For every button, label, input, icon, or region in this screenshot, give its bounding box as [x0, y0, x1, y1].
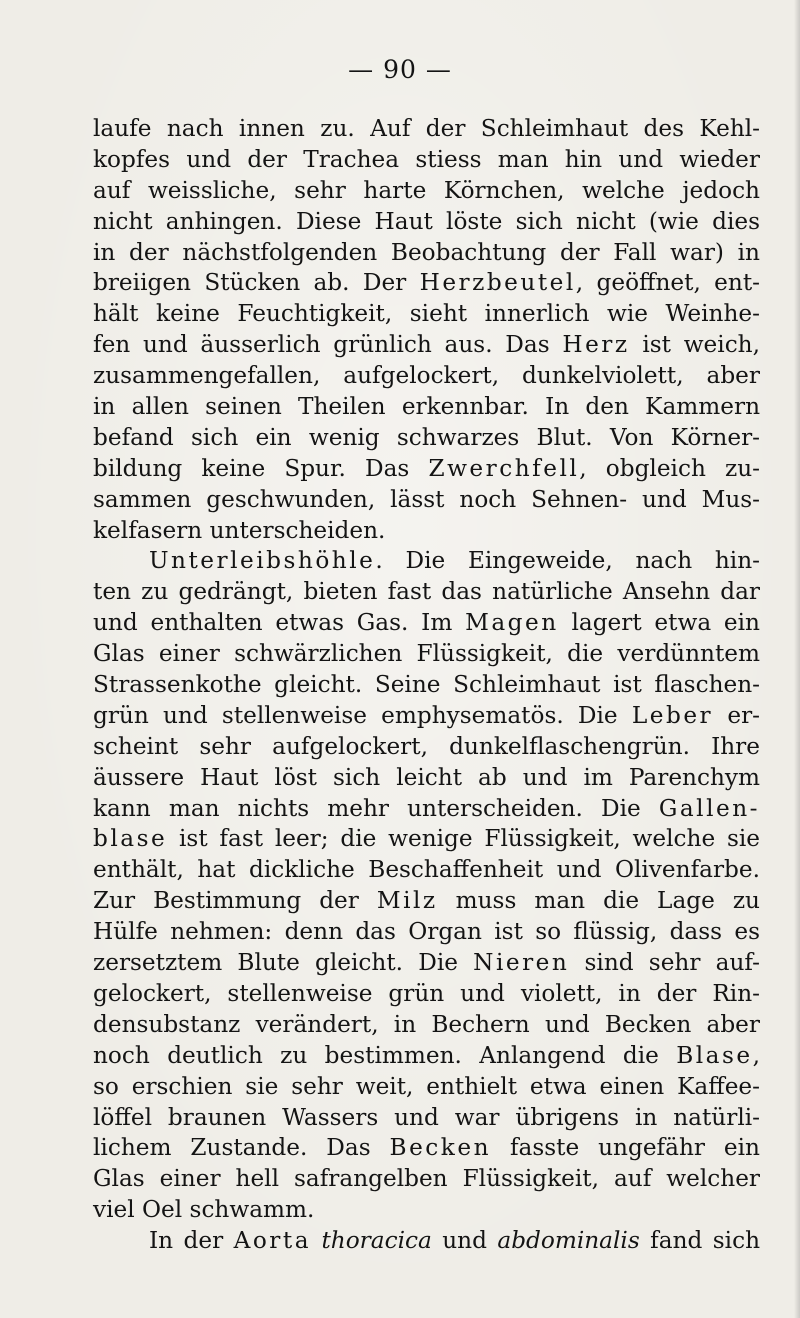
spaced-term: Herzbeutel	[419, 269, 576, 297]
text-line	[93, 1133, 760, 1164]
text-run: bildung keine Spur. Das	[93, 454, 429, 482]
text-run: befand sich ein wenig schwarzes Blut. Von Körner-	[93, 423, 760, 451]
text-run: so erschien sie sehr weit, enthielt etwa einen Kaffee-	[93, 1072, 760, 1100]
text-line	[93, 516, 760, 547]
text-run: hält keine Feuchtigkeit, sieht innerlich wie Weinhe-	[93, 300, 760, 328]
text-run: ist fast leer; die wenige Flüssigkeit, welche sie	[167, 825, 760, 853]
text-run: densubstanz verändert, in Bechern und Becken aber	[93, 1010, 760, 1038]
text-run: lichem Zustande. Das	[93, 1134, 390, 1162]
text-line	[93, 392, 760, 423]
text-line	[93, 670, 760, 701]
text-run: in der nächstfolgenden Beobachtung der Fall war) in	[93, 238, 760, 266]
text-run: . Die Eingeweide, nach hin-	[375, 547, 760, 575]
text-run: , obgleich zu-	[579, 454, 760, 482]
spaced-term: Leber	[631, 701, 714, 729]
text-run: Glas einer hell safrangelben Flüssigkeit, auf welcher	[93, 1165, 760, 1193]
text-run: auf weissliche, sehr harte Körnchen, welche jedoch	[93, 176, 760, 204]
text-run: und	[431, 1227, 498, 1255]
text-run: fen und äusserlich grünlich aus. Das	[93, 331, 563, 359]
text-line	[93, 763, 760, 794]
text-run: muss man die Lage zu	[437, 887, 760, 915]
text-line	[93, 176, 760, 207]
text-run: nicht anhingen. Diese Haut löste sich nicht (wie dies	[93, 207, 760, 235]
text-run: breiigen Stücken ab. Der	[93, 269, 420, 297]
text-line	[93, 145, 760, 176]
text-run: ,	[752, 1041, 760, 1069]
text-run: kopfes und der Trachea stiess man hin und wieder	[93, 145, 760, 173]
text-run: kann man nichts mehr unterscheiden. Die	[93, 794, 659, 822]
text-run: scheint sehr aufgelockert, dunkelflaschengrün. Ihre	[93, 732, 760, 760]
spaced-term: Nieren	[473, 949, 570, 977]
text-line	[93, 330, 760, 361]
text-line	[93, 608, 760, 639]
text-line	[93, 423, 760, 454]
text-line	[93, 454, 760, 485]
text-line	[93, 1041, 760, 1072]
spaced-term: Gallen-	[658, 794, 760, 822]
text-line	[93, 1164, 760, 1195]
text-line	[93, 1195, 760, 1226]
text-line	[93, 886, 760, 917]
text-line	[93, 794, 760, 825]
spaced-term: Milz	[376, 887, 438, 915]
text-line	[93, 855, 760, 886]
text-run: zusammengefallen, aufgelockert, dunkelviolett, aber	[93, 362, 760, 390]
spaced-term: Becken	[389, 1134, 492, 1162]
text-line	[93, 238, 760, 269]
body-text	[93, 114, 760, 1257]
text-run: er-	[713, 701, 760, 729]
text-run: Glas einer schwärzlichen Flüssigkeit, die verdünntem	[93, 640, 760, 668]
text-run	[311, 1227, 321, 1254]
text-run: lagert etwa ein	[558, 609, 760, 637]
text-run: ten zu gedrängt, bieten fast das natürliche Ansehn dar	[93, 578, 760, 606]
text-run: gelockert, stellenweise grün und violett, in der Rin-	[93, 979, 760, 1007]
text-line	[93, 1010, 760, 1041]
text-run: Zur Bestimmung der	[93, 887, 377, 915]
page-number-header: — 90 —	[348, 55, 452, 84]
text-line	[93, 732, 760, 763]
text-line	[93, 299, 760, 330]
text-line	[93, 546, 760, 577]
text-line	[93, 577, 760, 608]
spaced-term: Zwerchfell	[428, 454, 580, 482]
text-line	[93, 639, 760, 670]
text-run: In der	[149, 1227, 234, 1255]
text-run: in allen seinen Theilen erkennbar. In den Kammern	[93, 393, 760, 421]
spaced-term: blase	[93, 825, 168, 853]
text-run: enthält, hat dickliche Beschaffenheit und Olivenfarbe.	[93, 856, 760, 884]
text-run: zersetztem Blute gleicht. Die	[93, 949, 474, 977]
text-run: fasste ungefähr ein	[491, 1134, 760, 1162]
text-run: sammen geschwunden, lässt noch Sehnen- und Mus-	[93, 485, 760, 513]
text-run: äussere Haut löst sich leicht ab und im Parenchym	[93, 763, 760, 791]
text-run: kelfasern unterscheiden.	[93, 516, 386, 544]
text-run: löffel braunen Wassers und war übrigens in natürli-	[93, 1103, 760, 1131]
text-line	[93, 824, 760, 855]
text-run: viel Oel schwamm.	[93, 1196, 315, 1224]
text-line	[93, 361, 760, 392]
spaced-term: Blase	[676, 1041, 753, 1069]
text-line	[93, 917, 760, 948]
text-run: noch deutlich zu bestimmen. Anlangend die	[93, 1041, 677, 1069]
text-line	[93, 485, 760, 516]
italic-term: thoracica	[321, 1227, 432, 1255]
spaced-term: Unterleibshöhle	[149, 547, 376, 575]
text-run: sind sehr auf-	[569, 949, 760, 977]
text-run: Hülfe nehmen: denn das Organ ist so flüssig, dass es	[93, 918, 760, 946]
text-line	[93, 207, 760, 238]
text-run: laufe nach innen zu. Auf der Schleimhaut des Kehl-	[93, 115, 760, 142]
text-run: Strassenkothe gleicht. Seine Schleimhaut ist flaschen-	[93, 671, 760, 699]
spaced-term: Aorta	[233, 1227, 312, 1255]
text-run: , geöffnet, ent-	[575, 269, 760, 297]
text-line	[93, 268, 760, 299]
italic-term: abdominalis	[497, 1227, 640, 1255]
page-edge-shadow	[794, 0, 800, 1318]
text-line	[93, 1103, 760, 1134]
spaced-term: Herz	[562, 331, 630, 359]
text-line	[93, 114, 760, 145]
text-line	[93, 701, 760, 732]
text-line	[93, 979, 760, 1010]
text-run: fand sich	[639, 1227, 761, 1255]
text-line	[93, 948, 760, 979]
spaced-term: Magen	[465, 609, 559, 637]
text-line	[93, 1072, 760, 1103]
text-run: grün und stellenweise emphysematös. Die	[93, 701, 632, 729]
text-run: ist weich,	[629, 331, 760, 359]
text-line	[93, 1226, 760, 1257]
text-run: und enthalten etwas Gas. Im	[93, 609, 466, 637]
